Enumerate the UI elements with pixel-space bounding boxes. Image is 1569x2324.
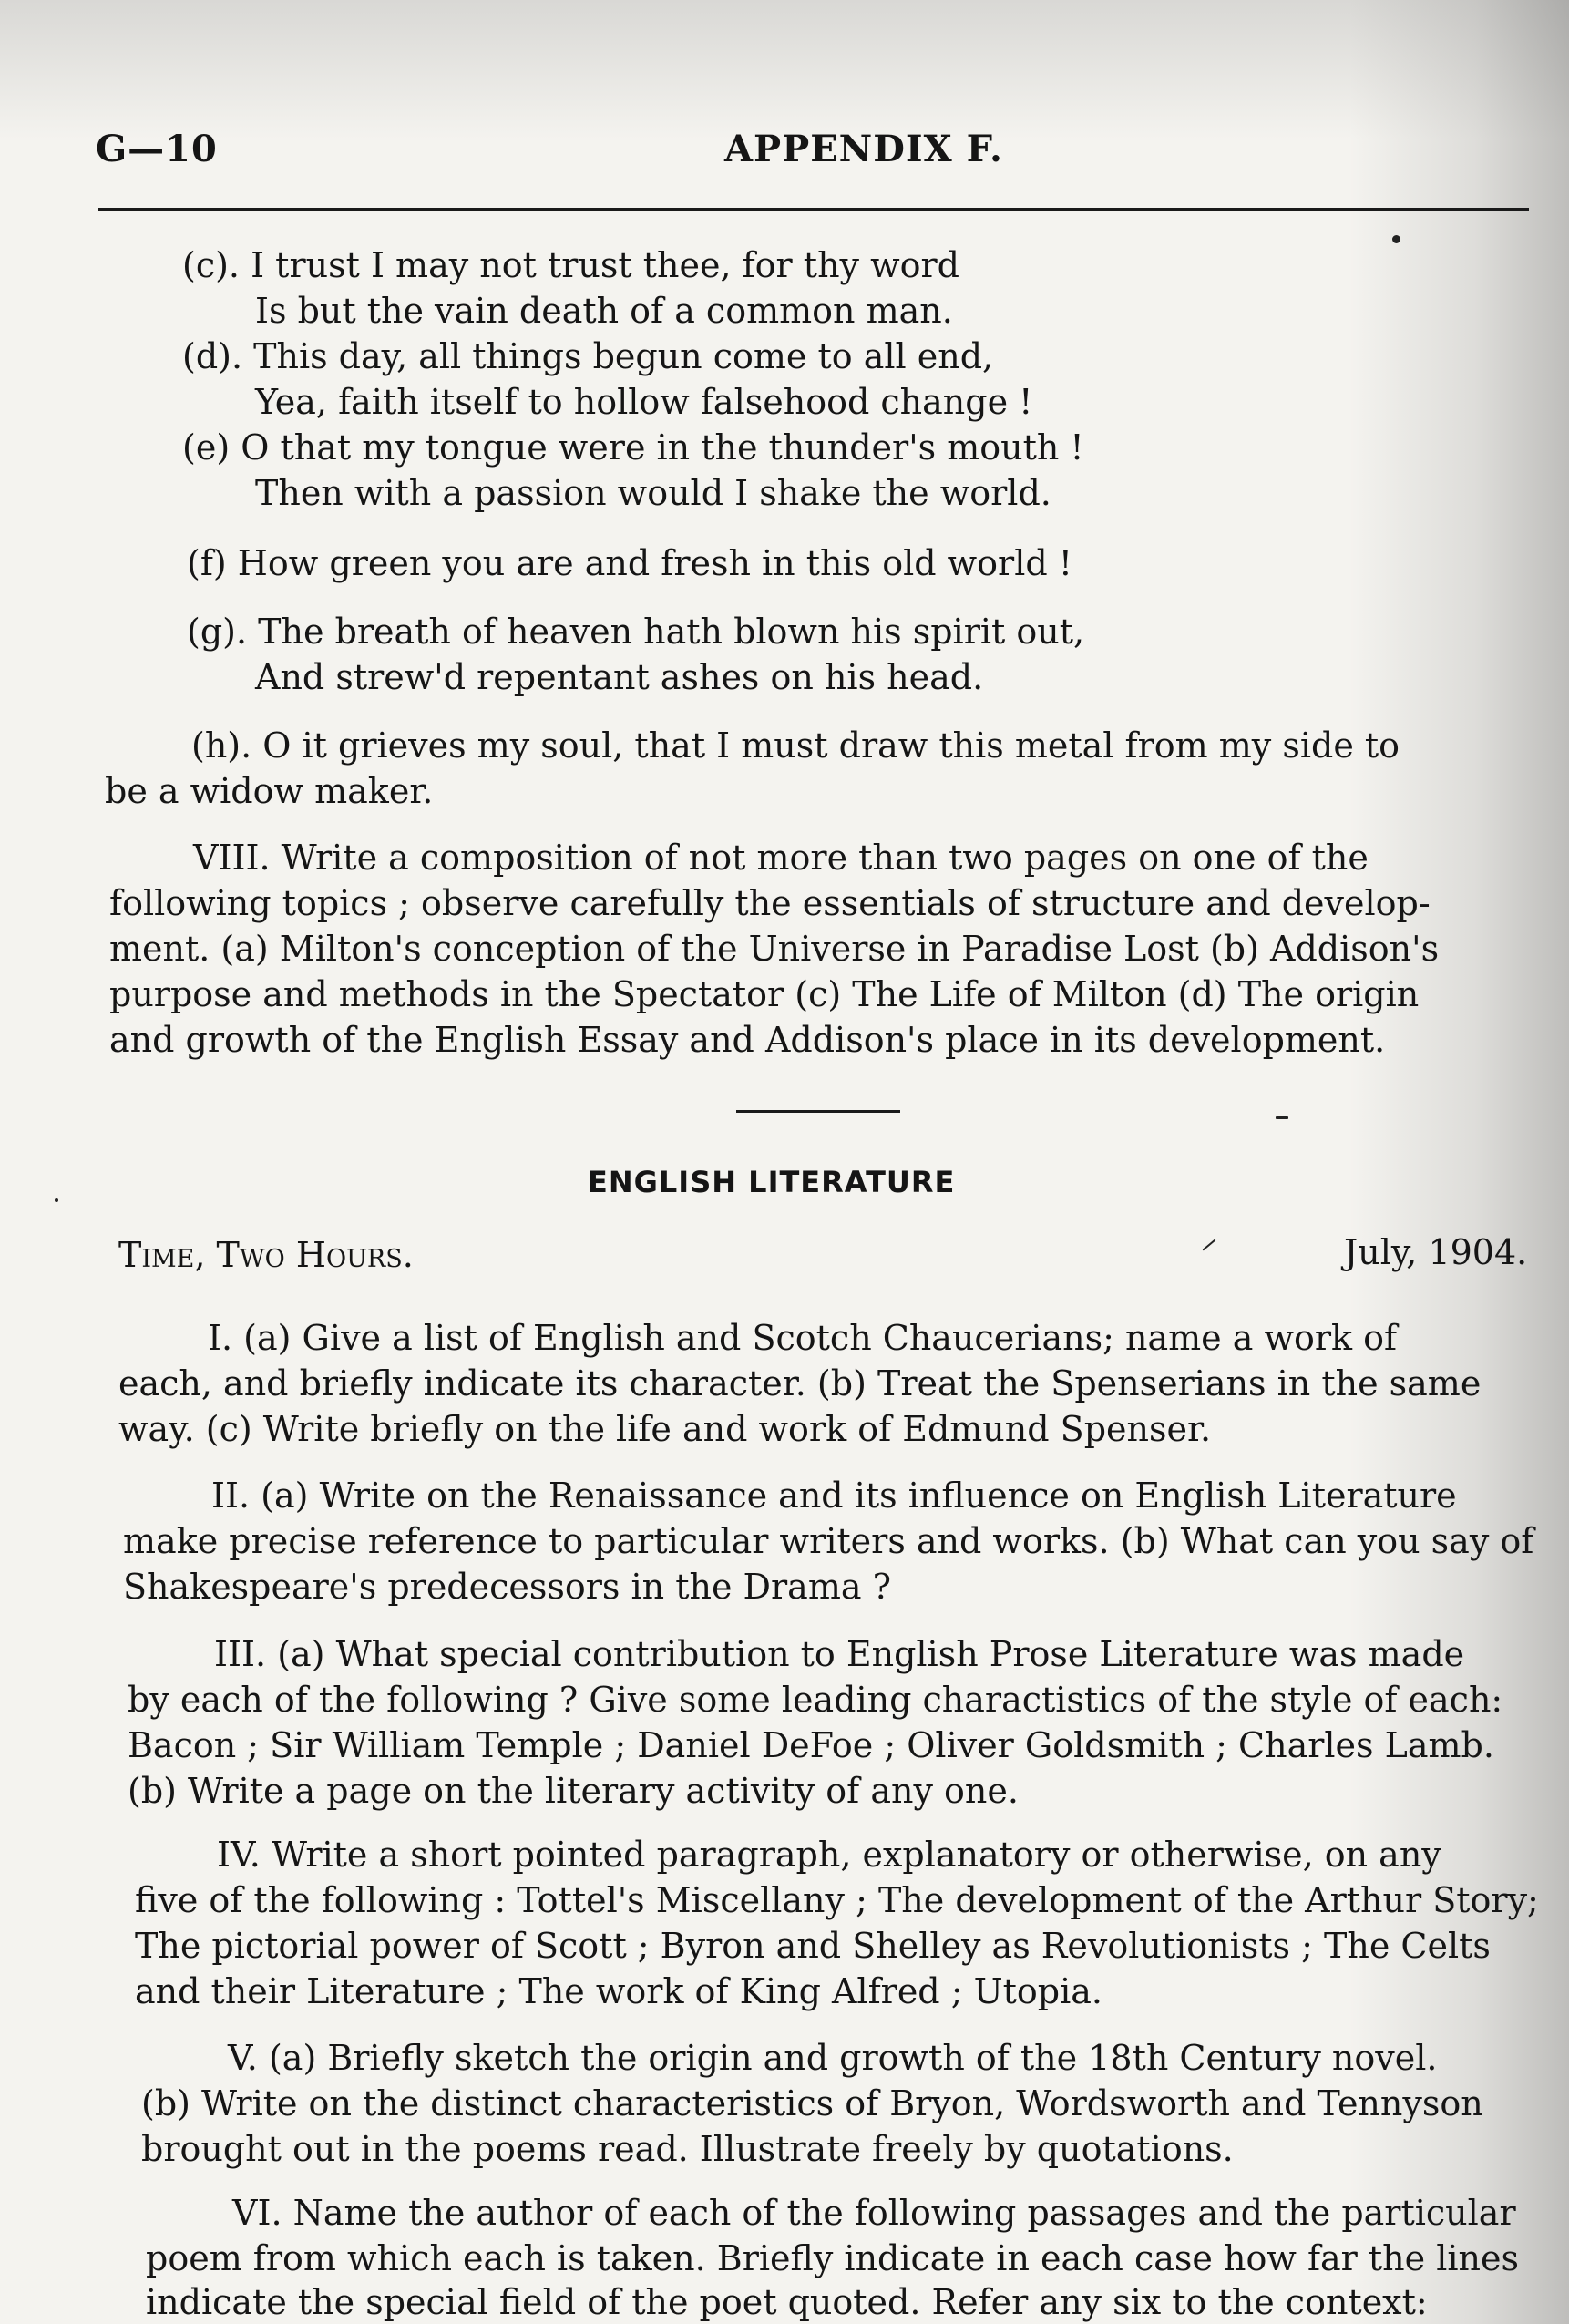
- quotation-line: (g). The breath of heaven hath blown his spirit out,: [187, 612, 1085, 652]
- section-title: ENGLISH LITERATURE: [588, 1165, 956, 1199]
- page-number: G—10: [96, 128, 218, 170]
- paragraph-line: (b) Write a page on the literary activity of any one.: [128, 1771, 1019, 1811]
- quotation-line: (h). O it grieves my soul, that I must draw this metal from my side to: [191, 725, 1400, 766]
- paragraph-line: VI. Name the author of each of the following passages and the particular: [232, 2193, 1516, 2233]
- quotation-line: (f) How green you are and fresh in this old world !: [187, 543, 1073, 583]
- paragraph-line: Shakespeare's predecessors in the Drama ?: [123, 1567, 891, 1607]
- quotation-line: be a widow maker.: [105, 771, 434, 811]
- quotation-line: (c). I trust I may not trust thee, for thy word: [182, 245, 959, 285]
- paragraph-line: and their Literature ; The work of King Alfred ; Utopia.: [135, 1971, 1102, 2011]
- section-divider: [736, 1110, 900, 1113]
- quotation-line: Is but the vain death of a common man.: [255, 291, 953, 331]
- quotation-line: (d). This day, all things begun come to all end,: [182, 336, 994, 376]
- quotation-line: And strew'd repentant ashes on his head.: [255, 657, 984, 697]
- paragraph-line: V. (a) Briefly sketch the origin and growth of the 18th Century novel.: [228, 2038, 1438, 2078]
- quotation-line: Then with a passion would I shake the world.: [255, 473, 1051, 513]
- paragraph-line: IV. Write a short pointed paragraph, explanatory or otherwise, on any: [217, 1835, 1441, 1875]
- quotation-line: (e) O that my tongue were in the thunder's mouth !: [182, 427, 1084, 468]
- paragraph-line: II. (a) Write on the Renaissance and its influence on English Literature: [211, 1476, 1457, 1516]
- paragraph-line: by each of the following ? Give some leading charactistics of the style of each:: [128, 1680, 1503, 1720]
- paragraph-line: III. (a) What special contribution to English Prose Literature was made: [214, 1634, 1465, 1674]
- quotation-line: Yea, faith itself to hollow falsehood change !: [255, 382, 1033, 422]
- paragraph-line: indicate the special field of the poet quoted. Refer any six to the context:: [146, 2282, 1428, 2322]
- paragraph-line: following topics ; observe carefully the essentials of structure and develop-: [109, 883, 1431, 923]
- exam-time: Time, Two Hours.: [118, 1235, 414, 1275]
- header-rule: [98, 208, 1529, 211]
- ink-speck: [55, 1198, 58, 1202]
- paragraph-line: The pictorial power of Scott ; Byron and Shelley as Revolutionists ; The Celts: [135, 1926, 1491, 1966]
- ink-speck: [1392, 235, 1400, 243]
- paragraph-line: Bacon ; Sir William Temple ; Daniel DeFoe ; Oliver Goldsmith ; Charles Lamb.: [128, 1725, 1494, 1765]
- paragraph-line: I. (a) Give a list of English and Scotch Chaucerians; name a work of: [208, 1318, 1398, 1358]
- paragraph-line: purpose and methods in the Spectator (c) The Life of Milton (d) The origin: [109, 974, 1420, 1014]
- ink-speck: [1276, 1116, 1288, 1119]
- paragraph-line: and growth of the English Essay and Addison's place in its development.: [109, 1020, 1386, 1060]
- paragraph-line: ment. (a) Milton's conception of the Universe in Paradise Lost (b) Addison's: [109, 929, 1440, 969]
- paragraph-line: way. (c) Write briefly on the life and work of Edmund Spenser.: [118, 1409, 1212, 1449]
- running-head: APPENDIX F.: [724, 128, 1003, 170]
- ink-speck: [1202, 1239, 1215, 1250]
- paragraph-line: make precise reference to particular writers and works. (b) What can you say of: [123, 1521, 1534, 1561]
- paragraph-line: five of the following : Tottel's Miscellany ; The development of the Arthur Story;: [135, 1880, 1539, 1920]
- paragraph-line: brought out in the poems read. Illustrate freely by quotations.: [141, 2129, 1234, 2169]
- paragraph-line: poem from which each is taken. Briefly indicate in each case how far the lines: [146, 2238, 1519, 2278]
- paragraph-line: VIII. Write a composition of not more than two pages on one of the: [193, 838, 1369, 878]
- paragraph-line: each, and briefly indicate its character. (b) Treat the Spenserians in the same: [118, 1363, 1482, 1404]
- paragraph-line: (b) Write on the distinct characteristics of Bryon, Wordsworth and Tennyson: [141, 2083, 1483, 2123]
- page-header: [96, 128, 1526, 182]
- exam-date: July, 1904.: [1344, 1232, 1528, 1272]
